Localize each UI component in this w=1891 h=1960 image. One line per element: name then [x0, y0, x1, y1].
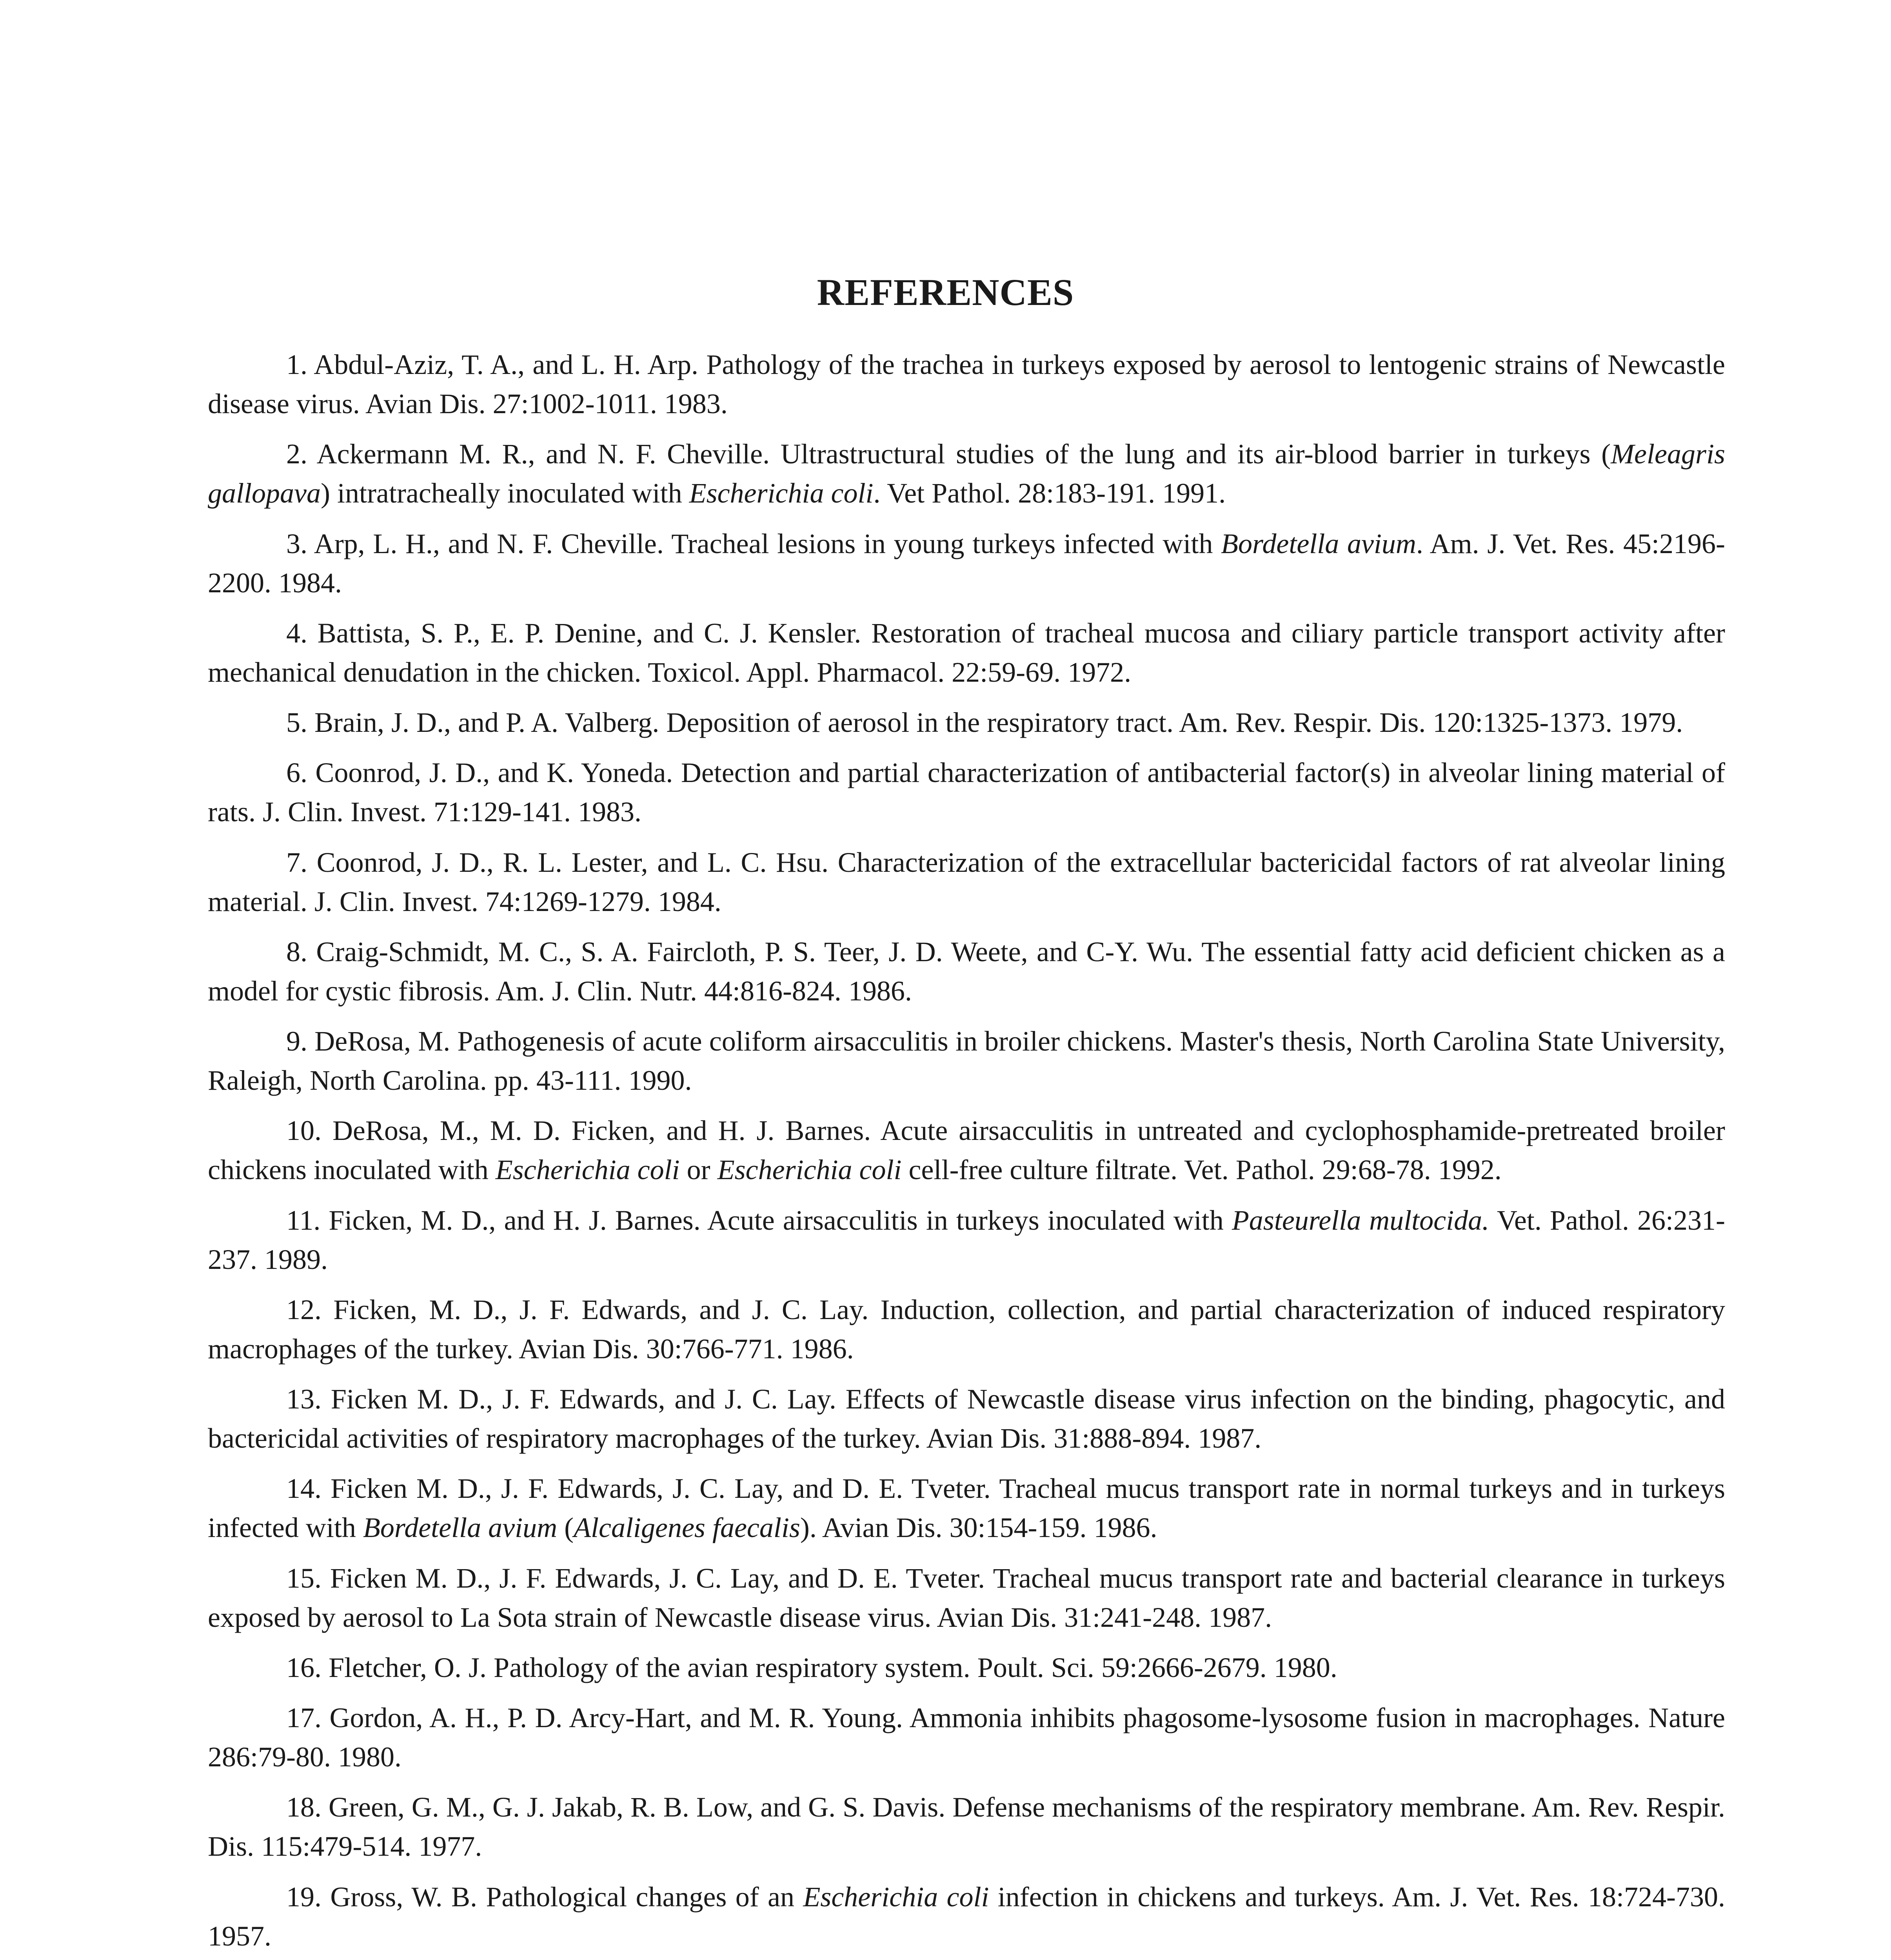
reference-number: 12.	[286, 1294, 322, 1325]
reference-text: DeRosa, M., M. D. Ficken, and H. J. Barnes. Acute airsacculitis in untreated and cyclophosphamide-pretreated broiler chickens inoculated with	[208, 1115, 1725, 1186]
reference-number: 16.	[286, 1651, 322, 1683]
reference-text: or	[679, 1154, 718, 1186]
reference-italic-text: Escherichia coli	[495, 1154, 680, 1186]
reference-item	[208, 1698, 1725, 1777]
reference-item	[208, 932, 1725, 1011]
reference-number: 3.	[286, 528, 307, 559]
reference-item	[208, 1648, 1725, 1687]
reference-item	[208, 753, 1725, 831]
reference-number: 9.	[286, 1025, 307, 1057]
reference-text: Ficken M. D., J. F. Edwards, and J. C. Lay. Effects of Newcastle disease virus infection on the binding, phagocytic, and bactericidal activities of respiratory macrophages of the turkey. Avian Dis. 31:888-894. 1987.	[208, 1383, 1726, 1454]
reference-number: 15.	[286, 1562, 322, 1594]
reference-item	[208, 524, 1725, 603]
reference-italic-text: Alcaligenes faecalis	[574, 1512, 800, 1544]
reference-number: 13.	[286, 1383, 322, 1415]
reference-number: 8.	[286, 936, 307, 967]
reference-italic-text: Bordetella avium	[363, 1512, 558, 1544]
reference-item	[208, 1559, 1725, 1637]
reference-text: Gordon, A. H., P. D. Arcy-Hart, and M. R. Young. Ammonia inhibits phagosome-lysosome fusion in macrophages. Nature 286:79-80. 1980.	[208, 1702, 1726, 1773]
reference-text: infection in chickens and turkeys. Am. J. Vet. Res. 18:724-730. 1957.	[208, 1881, 1725, 1952]
reference-item	[208, 1379, 1725, 1458]
reference-italic-text: Escherichia coli	[717, 1154, 902, 1186]
reference-number: 2.	[286, 438, 307, 470]
reference-text: Ackermann M. R., and N. F. Cheville. Ultrastructural studies of the lung and its air-blood barrier in turkeys (	[316, 438, 1611, 470]
reference-text: Battista, S. P., E. P. Denine, and C. J. Kensler. Restoration of tracheal mucosa and ciliary particle transport activity after mechanical denudation in the chicken. Toxicol. Appl. Pharmacol. 22:59-69. 1972.	[208, 617, 1726, 688]
reference-italic-text: Escherichia coli	[803, 1881, 989, 1913]
reference-item	[208, 1201, 1725, 1279]
reference-item	[208, 1022, 1725, 1100]
reference-item	[208, 703, 1725, 742]
reference-number: 17.	[286, 1702, 322, 1733]
reference-number: 6.	[286, 757, 307, 789]
reference-text: . Am. J. Vet. Res. 45:2196-2200. 1984.	[208, 528, 1725, 599]
reference-text: (	[557, 1512, 574, 1544]
reference-number: 14.	[286, 1473, 322, 1504]
reference-italic-text: Escherichia coli	[689, 477, 874, 509]
reference-number: 19.	[286, 1881, 322, 1913]
reference-text: ). Avian Dis. 30:154-159. 1986.	[800, 1512, 1157, 1544]
reference-text: Ficken, M. D., and H. J. Barnes. Acute airsacculitis in turkeys inoculated with	[329, 1204, 1232, 1236]
reference-item	[208, 1788, 1725, 1866]
reference-item	[208, 1290, 1725, 1368]
reference-italic-text: Meleagris gallopava	[208, 438, 1725, 509]
reference-number: 1.	[286, 349, 307, 380]
reference-text: cell-free culture filtrate. Vet. Pathol. 29:68-78. 1992.	[901, 1154, 1502, 1186]
reference-italic-text: Bordetella avium	[1221, 528, 1416, 559]
page-title: REFERENCES	[817, 271, 1074, 313]
reference-list	[208, 345, 1725, 1960]
reference-item	[208, 1111, 1725, 1189]
reference-text: Coonrod, J. D., and K. Yoneda. Detection and partial characterization of antibacterial factor(s) in alveolar lining material of rats. J. Clin. Invest. 71:129-141. 1983.	[208, 757, 1726, 828]
reference-number: 4.	[286, 617, 307, 649]
reference-text: Abdul-Aziz, T. A., and L. H. Arp. Pathology of the trachea in turkeys exposed by aerosol to lentogenic strains of Newcastle disease virus. Avian Dis. 27:1002-1011. 1983.	[208, 349, 1726, 419]
reference-number: 7.	[286, 846, 307, 878]
reference-text: ) intratracheally inoculated with	[320, 477, 689, 509]
reference-number: 10.	[286, 1115, 322, 1147]
reference-text: Craig-Schmidt, M. C., S. A. Faircloth, P. S. Teer, J. D. Weete, and C-Y. Wu. The essential fatty acid deficient chicken as a model for cystic fibrosis. Am. J. Clin. Nutr. 44:816-824. 1986.	[208, 936, 1725, 1007]
reference-text: Ficken M. D., J. F. Edwards, J. C. Lay, and D. E. Tveter. Tracheal mucus transport rate and bacterial clearance in turkeys exposed by aerosol to La Sota strain of Newcastle disease virus. Avian Dis. 31:241-248. 1987.	[208, 1562, 1725, 1633]
reference-item	[208, 1877, 1725, 1956]
reference-text: Fletcher, O. J. Pathology of the avian respiratory system. Poult. Sci. 59:2666-2679. 1980.	[329, 1651, 1337, 1683]
reference-text: Coonrod, J. D., R. L. Lester, and L. C. Hsu. Characterization of the extracellular bactericidal factors of rat alveolar lining material. J. Clin. Invest. 74:1269-1279. 1984.	[208, 846, 1725, 917]
reference-text: DeRosa, M. Pathogenesis of acute coliform airsacculitis in broiler chickens. Master's thesis, North Carolina State University, Raleigh, North Carolina. pp. 43-111. 1990.	[208, 1025, 1726, 1096]
reference-text: . Vet Pathol. 28:183-191. 1991.	[873, 477, 1226, 509]
reference-text: Brain, J. D., and P. A. Valberg. Deposition of aerosol in the respiratory tract. Am. Rev. Respir. Dis. 120:1325-1373. 1979.	[314, 707, 1683, 738]
reference-text: Gross, W. B. Pathological changes of an	[330, 1881, 803, 1913]
reference-number: 5.	[286, 707, 307, 738]
reference-text: Green, G. M., G. J. Jakab, R. B. Low, and G. S. Davis. Defense mechanisms of the respiratory membrane. Am. Rev. Respir. Dis. 115:479-514. 1977.	[208, 1791, 1726, 1862]
reference-item	[208, 434, 1725, 513]
reference-number: 11.	[286, 1204, 321, 1236]
reference-italic-text: Pasteurella multocida.	[1232, 1204, 1490, 1236]
reference-item	[208, 345, 1725, 423]
reference-text: Arp, L. H., and N. F. Cheville. Tracheal lesions in young turkeys infected with	[314, 528, 1221, 559]
reference-item	[208, 613, 1725, 692]
reference-text: Ficken M. D., J. F. Edwards, J. C. Lay, and D. E. Tveter. Tracheal mucus transport rate in normal turkeys and in turkeys infected with	[208, 1473, 1726, 1544]
reference-text: Vet. Pathol. 26:231-237. 1989.	[208, 1204, 1725, 1275]
reference-text: Ficken, M. D., J. F. Edwards, and J. C. Lay. Induction, collection, and partial characterization of induced respiratory macrophages of the turkey. Avian Dis. 30:766-771. 1986.	[208, 1294, 1726, 1365]
reference-item	[208, 1469, 1725, 1547]
reference-item	[208, 843, 1725, 921]
reference-number: 18.	[286, 1791, 322, 1823]
